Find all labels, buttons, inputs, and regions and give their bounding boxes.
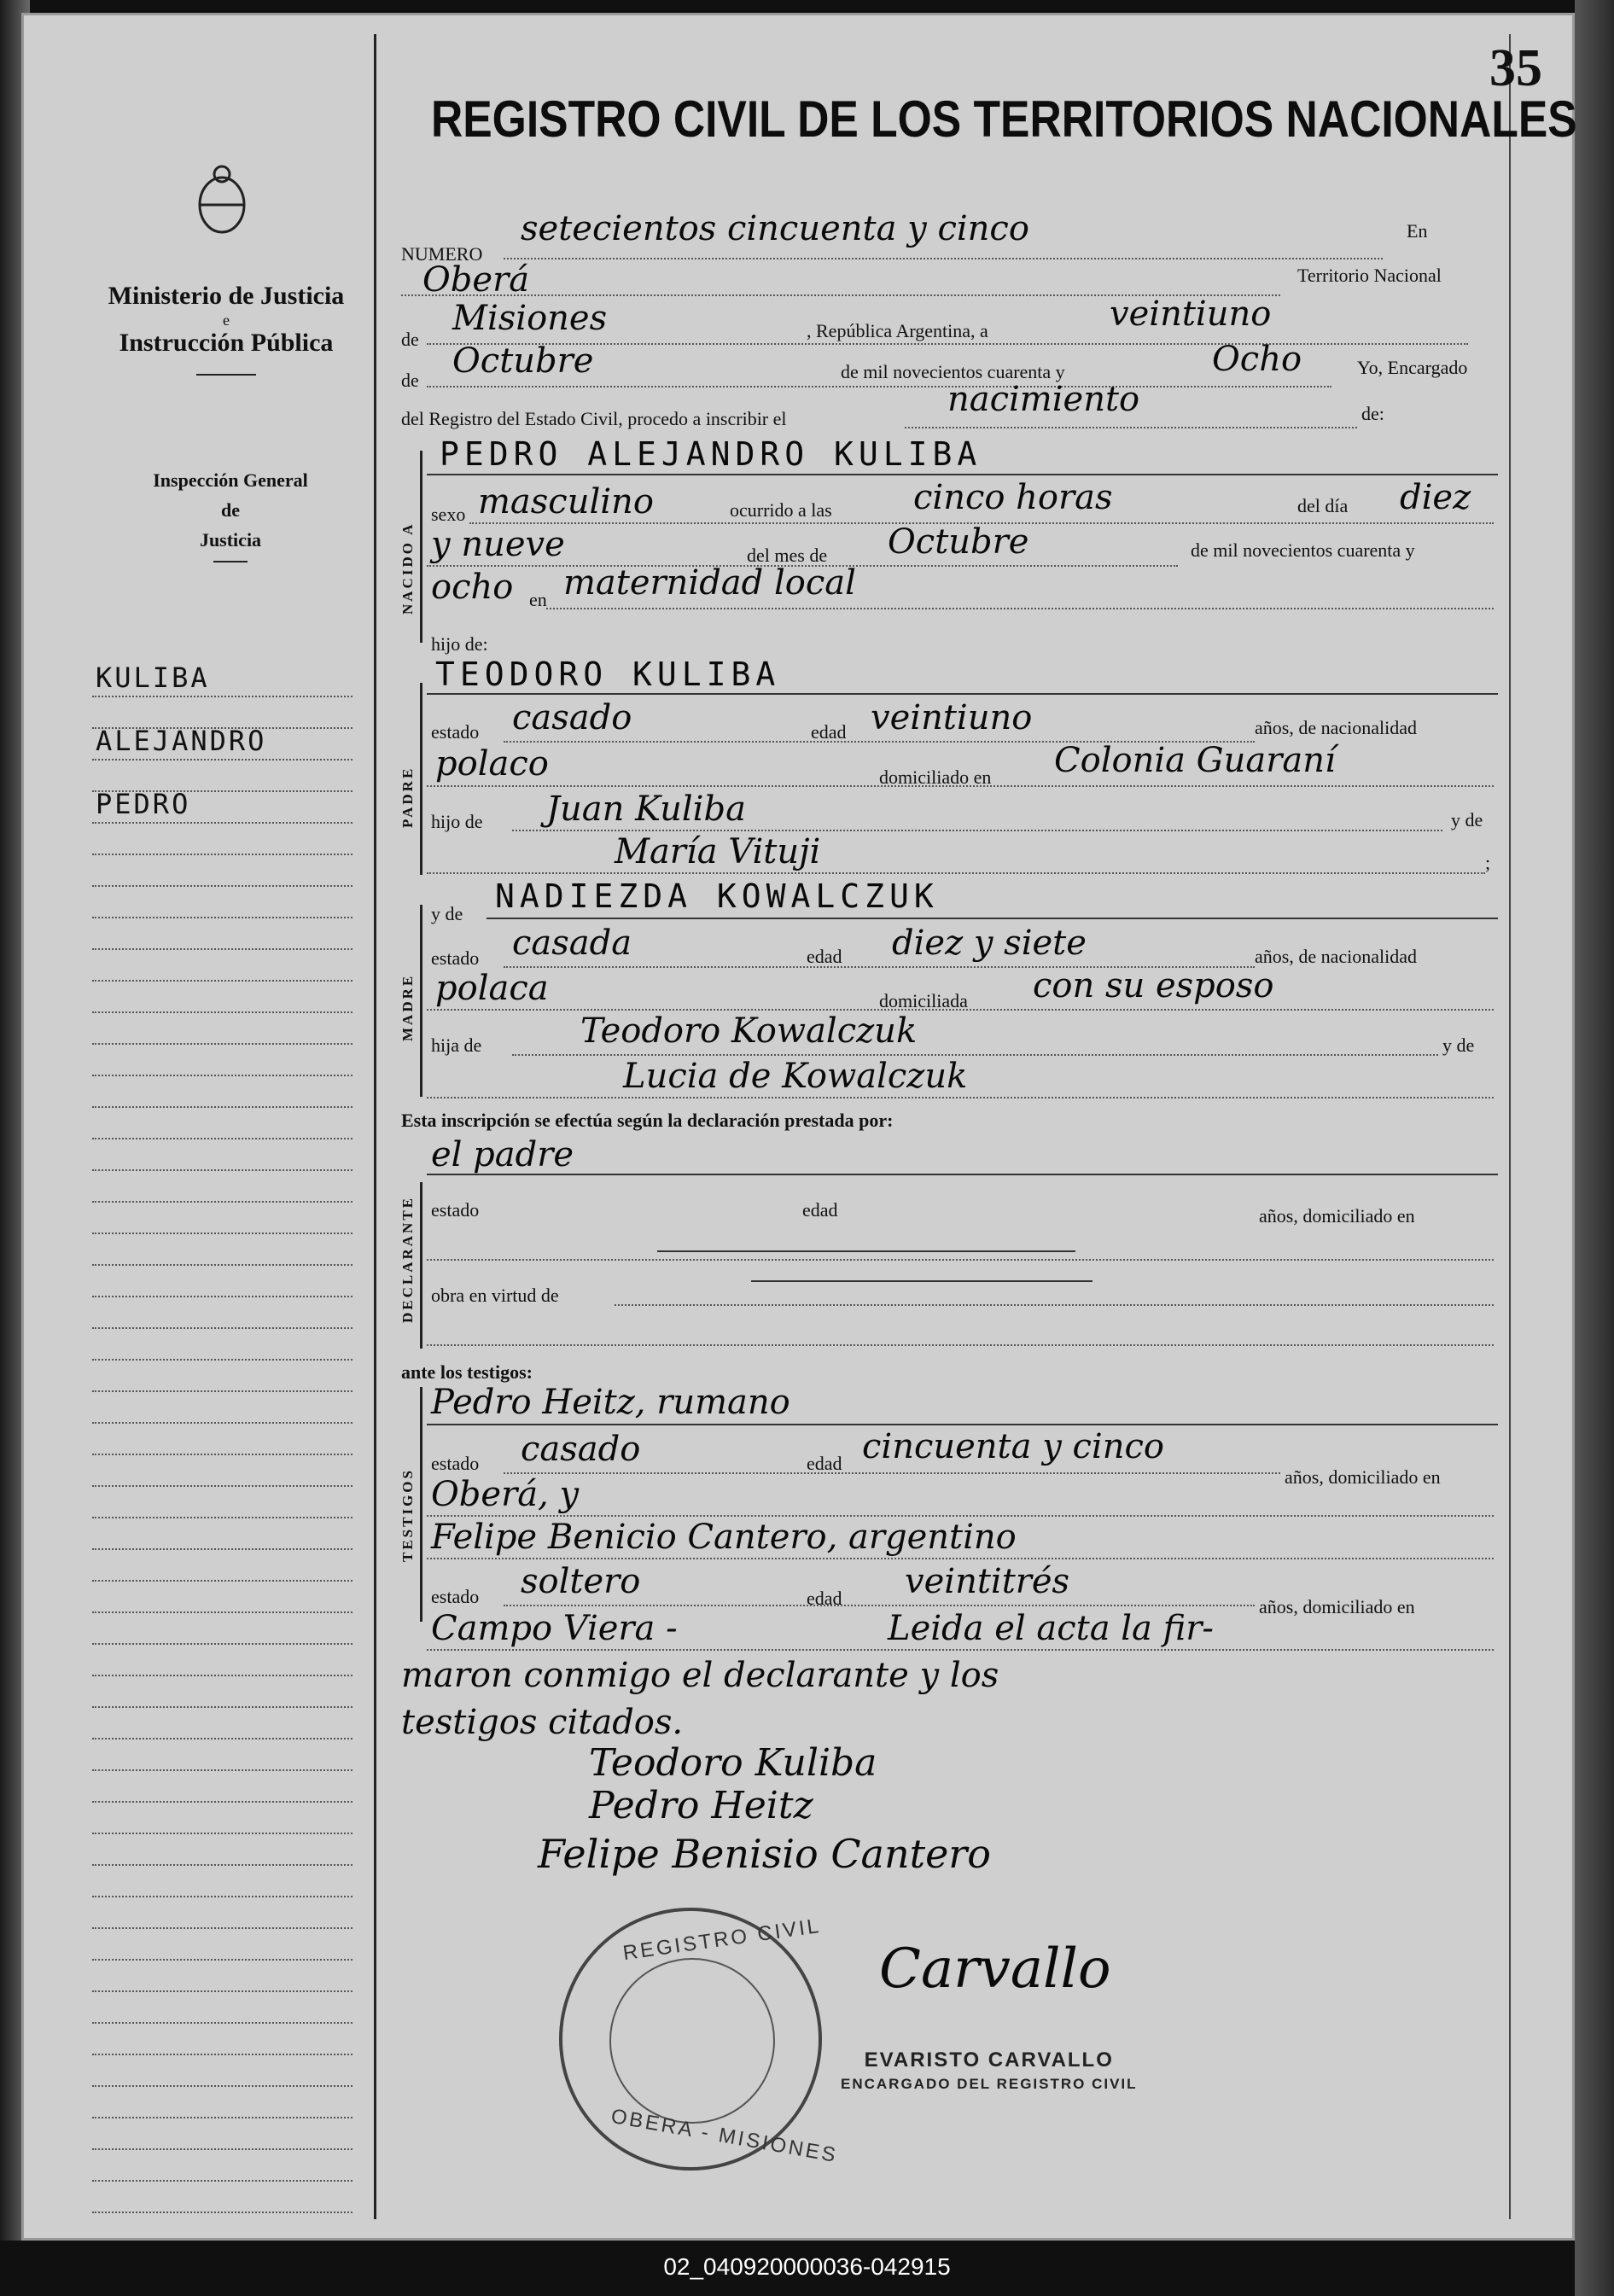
mother-estado-label: estado [431, 947, 480, 969]
margin-line [92, 788, 353, 824]
mother-name: NADIEZDA KOWALCZUK [495, 877, 939, 915]
ministry-conjunction: e [223, 311, 230, 329]
inspection-line-2: de [221, 499, 240, 522]
margin-line [92, 1392, 353, 1424]
civil-registry-stamp [559, 1908, 840, 2171]
margin-line [92, 824, 353, 855]
fill-line [427, 474, 1498, 475]
mother-estado-value: casada [512, 924, 632, 963]
witness-1-domicilio: Oberá, y [431, 1475, 580, 1514]
father-parent-1: Juan Kuliba [546, 790, 746, 829]
stamp-top-text: REGISTRO CIVIL [621, 1914, 823, 1966]
ocurrido-label: ocurrido a las [730, 499, 832, 521]
year-label: de mil novecientos cuarenta y [841, 361, 1065, 382]
mother-domicilio-label: domiciliada [879, 990, 968, 1011]
father-hijo-de-label: hijo de [431, 811, 483, 832]
hijo-de-label: hijo de: [431, 633, 488, 655]
del-dia-label: del día [1297, 495, 1349, 516]
witness-2-edad: veintitrés [905, 1562, 1070, 1601]
declarant-edad-label: edad [802, 1199, 838, 1221]
officer-name: EVARISTO CARVALLO [864, 2048, 1114, 2072]
witness-1-edad: cincuenta y cinco [862, 1427, 1164, 1466]
territorio-label: Territorio Nacional [1297, 265, 1442, 286]
margin-ruled-lines [92, 661, 353, 2213]
divider [213, 561, 248, 562]
witness-2-estado-label: estado [431, 1586, 480, 1607]
father-estado-label: estado [431, 721, 480, 743]
margin-line [92, 1518, 353, 1550]
father-parent-2: María Vituji [615, 832, 821, 871]
divider [196, 374, 256, 376]
margin-line [92, 1361, 353, 1392]
ministry-heading [85, 282, 367, 391]
fill-line [512, 830, 1442, 831]
page-title: REGISTRO CIVIL DE LOS TERRITORIOS NACIONALES [431, 90, 1577, 148]
numero-label: NUMERO [401, 243, 483, 265]
stamp-inner-ring [609, 1958, 775, 2124]
fill-line [504, 258, 1383, 259]
margin-line [92, 1171, 353, 1203]
section-bracket [420, 1387, 422, 1622]
fill-line [615, 1304, 1494, 1306]
father-semicolon: ; [1485, 852, 1491, 873]
fill-line [427, 1558, 1494, 1559]
margin-surname: KULIBA [96, 661, 210, 694]
fill-line [427, 1344, 1494, 1346]
margin-line [92, 1834, 353, 1866]
margin-line [92, 887, 353, 918]
margin-line [92, 1108, 353, 1139]
place-value: Oberá [422, 260, 530, 300]
father-nationality-value: polaco [435, 744, 549, 784]
coat-of-arms-icon [192, 162, 252, 239]
hour-value: cinco horas [913, 478, 1113, 517]
margin-line [92, 661, 353, 697]
margin-given-name-2: PEDRO [96, 788, 191, 820]
witness-2-domicilio: Campo Viera - [431, 1609, 678, 1648]
father-domicilio-label: domiciliado en [879, 766, 992, 788]
stamp-bottom-text: OBERA - MISIONES [609, 2104, 840, 2168]
fill-line [546, 608, 1494, 609]
declarant-obra-label: obra en virtud de [431, 1285, 559, 1306]
inspection-line-1: Inspección General [153, 469, 308, 491]
margin-line [92, 2087, 353, 2118]
sexo-label: sexo [431, 504, 466, 525]
page-edge [1575, 0, 1614, 2296]
margin-line [92, 1929, 353, 1961]
registro-label: del Registro del Estado Civil, procedo a inscribir el [401, 408, 787, 429]
image-id-caption: 02_040920000036-042915 [663, 2253, 951, 2280]
mother-domicilio-value: con su esposo [1033, 966, 1274, 1005]
inspection-line-3: Justicia [199, 529, 262, 551]
republica-label: , República Argentina, a [807, 320, 988, 341]
margin-line [92, 950, 353, 982]
father-name: TEODORO KULIBA [435, 656, 781, 693]
father-anos-label: años, de nacionalidad [1255, 717, 1417, 738]
margin-line [92, 1424, 353, 1455]
witnesses-intro: ante los testigos: [401, 1361, 533, 1383]
en-label: En [1407, 220, 1428, 242]
margin-line [92, 1329, 353, 1361]
declarant-value: el padre [431, 1135, 574, 1174]
margin-line [92, 1455, 353, 1487]
margin-line [92, 1045, 353, 1076]
yo-label: Yo, Encargado [1357, 357, 1468, 378]
witness-1-anos-label: años, domiciliado en [1285, 1466, 1441, 1488]
mother-edad-label: edad [807, 946, 842, 967]
section-label-nacido: NACIDO A [399, 522, 416, 615]
birth-month-value: Octubre [888, 522, 1029, 562]
act-type-value: nacimiento [947, 380, 1140, 419]
margin-line [92, 1645, 353, 1676]
de-label: de [401, 370, 419, 391]
witness-2-anos-label: años, domiciliado en [1259, 1596, 1415, 1617]
section-bracket [420, 905, 422, 1097]
birth-place-value: maternidad local [563, 563, 856, 603]
margin-line [92, 1139, 353, 1171]
witness-1-name: Pedro Heitz, rumano [431, 1383, 790, 1422]
margin-line [92, 1676, 353, 1708]
margin-line [92, 1297, 353, 1329]
section-label-testigos: TESTIGOS [399, 1468, 416, 1562]
fill-line [427, 1649, 1494, 1651]
del-mes-label: del mes de [747, 545, 828, 566]
fill-line [427, 693, 1498, 695]
margin-line [92, 1550, 353, 1582]
margin-line [92, 1582, 353, 1613]
margin-line [92, 1897, 353, 1929]
father-estado-value: casado [512, 698, 632, 737]
fill-line [512, 1054, 1438, 1056]
signature-felipe: Felipe Benisio Cantero [538, 1831, 991, 1877]
declarant-estado-label: estado [431, 1199, 480, 1221]
officer-signature: Carvallo [879, 1938, 1111, 2001]
closing-line-2: maron conmigo el declarante y los [401, 1656, 999, 1695]
mother-y-de-label: y de [431, 903, 463, 924]
fill-line [427, 1174, 1498, 1175]
ministry-line-1: Ministerio de Justicia [108, 282, 345, 310]
section-bracket [420, 451, 422, 643]
margin-line [92, 1487, 353, 1518]
margin-line [92, 1266, 353, 1297]
section-bracket [420, 683, 422, 875]
day-value: veintiuno [1110, 294, 1272, 334]
fill-line [427, 1515, 1494, 1517]
fill-line [905, 427, 1357, 428]
father-y-de-label: y de [1451, 809, 1483, 830]
birth-year-value: ocho [431, 568, 514, 607]
section-bracket [420, 1182, 422, 1349]
en-lugar-label: en [529, 589, 547, 610]
father-edad-value: veintiuno [871, 698, 1033, 737]
officer-signature-block [841, 2048, 1138, 2093]
mother-hija-de-label: hija de [431, 1034, 482, 1056]
margin-line [92, 1234, 353, 1266]
mother-anos-label: años, de nacionalidad [1255, 946, 1417, 967]
margin-line [92, 1739, 353, 1771]
signature-pedro: Pedro Heitz [589, 1784, 813, 1827]
witness-1-estado-label: estado [431, 1453, 480, 1474]
section-label-declarante: DECLARANTE [399, 1195, 416, 1323]
margin-given-name-1: ALEJANDRO [96, 725, 267, 757]
father-edad-label: edad [811, 721, 847, 743]
year-value: Ocho [1212, 340, 1302, 379]
margin-line [92, 1803, 353, 1834]
margin-line [92, 1992, 353, 2024]
ministry-line-2: Instrucción Pública [119, 329, 334, 358]
margin-line [92, 2055, 353, 2087]
margin-line [92, 918, 353, 950]
margin-line [92, 1961, 353, 1992]
birth-day-a: diez [1400, 478, 1471, 517]
margin-line [92, 1866, 353, 1897]
margin-line [92, 1076, 353, 1108]
fill-line [427, 1424, 1498, 1425]
section-label-madre: MADRE [399, 973, 416, 1041]
closing-line-3: testigos citados. [401, 1703, 684, 1742]
territory-value: Misiones [452, 299, 608, 338]
birth-day-b: y nueve [431, 525, 565, 564]
fill-line [504, 1605, 1255, 1606]
mother-nationality-value: polaca [435, 969, 549, 1008]
fill-line [427, 386, 1331, 388]
witness-2-estado: soltero [521, 1562, 641, 1601]
de-label: de [401, 329, 419, 350]
fill-line [657, 1250, 1075, 1252]
numero-value: setecientos cincuenta y cinco [521, 209, 1029, 248]
margin-line [92, 1708, 353, 1739]
signature-teodoro: Teodoro Kuliba [589, 1741, 877, 1785]
section-label-padre: PADRE [399, 766, 416, 828]
father-domicilio-value: Colonia Guaraní [1054, 741, 1336, 780]
closing-line-1: Leida el acta la fir- [888, 1609, 1214, 1648]
margin-line [92, 1771, 353, 1803]
margin-line [92, 855, 353, 887]
month-value: Octubre [452, 341, 594, 381]
margin-line [92, 1613, 353, 1645]
sexo-value: masculino [478, 482, 654, 522]
fill-line [427, 1259, 1494, 1261]
witness-1-edad-label: edad [807, 1453, 842, 1474]
de-colon-label: de: [1361, 403, 1384, 424]
fill-line [427, 1009, 1494, 1011]
margin-line [92, 2182, 353, 2213]
fill-line [427, 785, 1494, 787]
officer-role: ENCARGADO DEL REGISTRO CIVIL [841, 2076, 1138, 2092]
fill-line [427, 872, 1485, 874]
page-number: 35 [1489, 39, 1542, 97]
mother-parent-2: Lucia de Kowalczuk [623, 1057, 968, 1096]
margin-column-rule [374, 34, 376, 2219]
witness-2-name: Felipe Benicio Cantero, argentino [431, 1518, 1017, 1557]
margin-line [92, 2150, 353, 2182]
margin-line [92, 2024, 353, 2055]
fill-line [427, 1097, 1494, 1098]
margin-line [92, 1013, 353, 1045]
inspection-heading [119, 465, 341, 568]
child-name: PEDRO ALEJANDRO KULIBA [440, 435, 982, 473]
witness-1-estado: casado [521, 1430, 641, 1469]
right-margin-rule [1509, 34, 1511, 2219]
fill-line [487, 918, 1498, 919]
margin-line [92, 2118, 353, 2150]
margin-line [92, 725, 353, 760]
declarant-intro: Esta inscripción se efectúa según la declaración prestada por: [401, 1110, 894, 1131]
mother-edad-value: diez y siete [892, 924, 1087, 963]
fill-line [504, 1472, 1280, 1474]
mother-parent-1: Teodoro Kowalczuk [580, 1011, 918, 1051]
margin-line [92, 982, 353, 1013]
mother-y-de-label: y de [1442, 1034, 1475, 1056]
birth-year-label: de mil novecientos cuarenta y [1191, 539, 1415, 561]
fill-line [751, 1280, 1093, 1282]
margin-line [92, 1203, 353, 1234]
witness-2-edad-label: edad [807, 1588, 842, 1609]
declarant-anos-label: años, domiciliado en [1259, 1205, 1415, 1227]
